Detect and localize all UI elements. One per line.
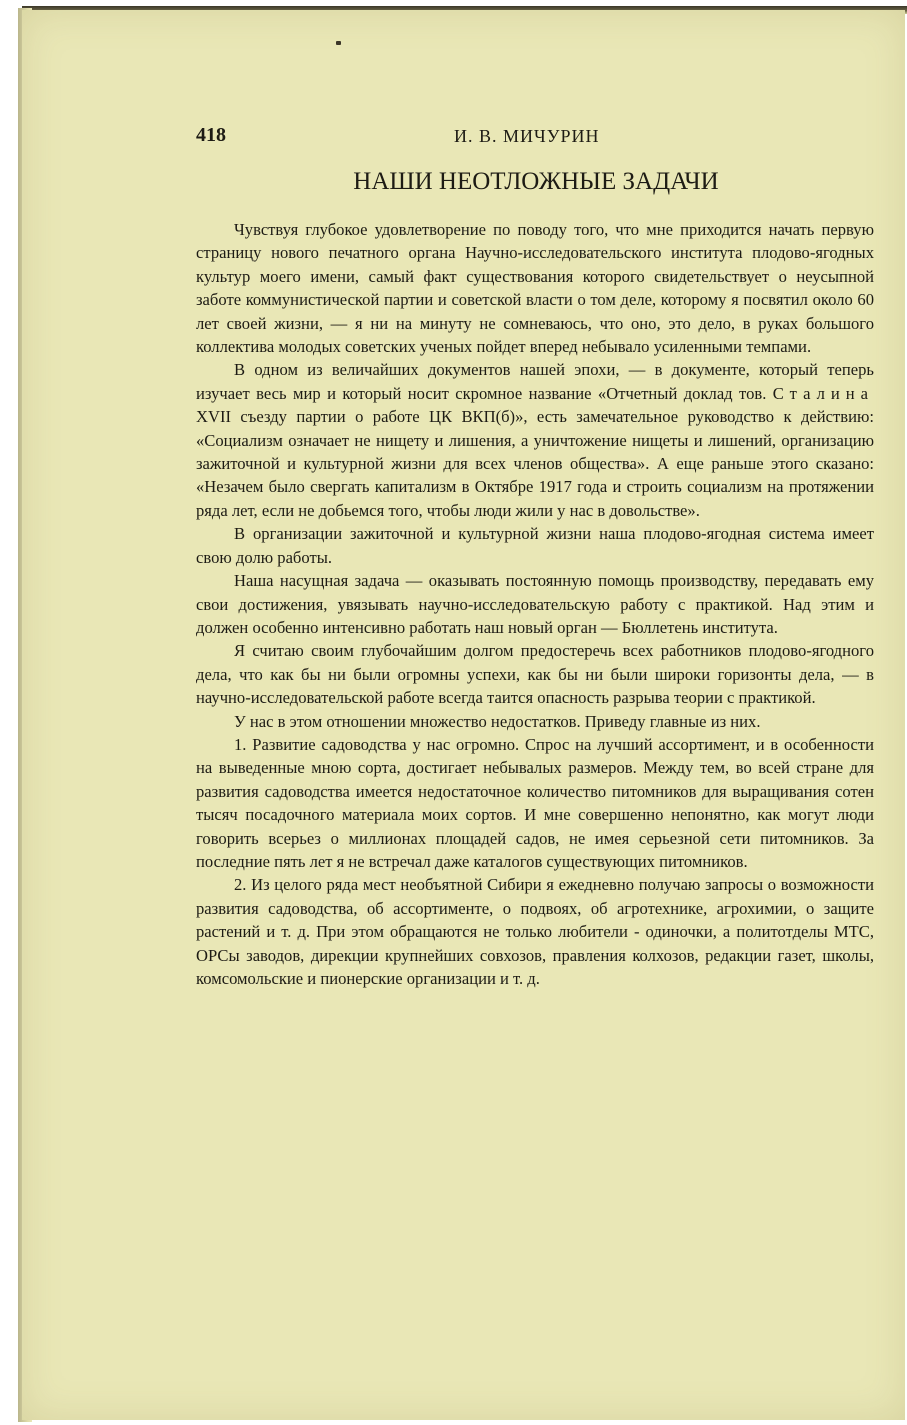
article-title: НАШИ НЕОТЛОЖНЫЕ ЗАДАЧИ: [353, 168, 719, 195]
paragraph-1: Чувствуя глубокое удовлетворение по поводу того, что мне приходится начать первую страницу нового печатного органа Научно-исследовательского института плодово-ягодных культур моего имени, самый факт существования которого свидетельствует о неусыпной заботе коммунистической партии и советской власти о том деле, которому я посвятил около 60 лет своей жизни, — я ни на минуту не сомневаюсь, что оно, это дело, в руках большого коллектива молодых советских ученых пойдет вперед небывало усиленными темпами.: [196, 220, 874, 357]
paragraph-6: У нас в этом отношении множество недостатков. Приведу главные из них.: [234, 711, 761, 731]
paragraph-2: [196, 358, 874, 522]
paragraph-7: 1. Развитие садоводства у нас огромно. Спрос на лучший ассортимент, и в особенности на выведенные мною сорта, достигает небывалых размеров. Между тем, во всей стране для развития садоводства имеется недостаточное количество питомников для выращивания сотен тысяч посадочного материала моих сортов. И мне совершенно непонятно, как могут люди говорить всерьез о миллионах площадей садов, не имея серьезной сети питомников. За последние пять лет я не встречал даже каталогов существующих питомников.: [196, 734, 874, 871]
page-number: 418: [196, 124, 226, 146]
paragraph-8: 2. Из целого ряда мест необъятной Сибири я ежедневно получаю запросы о возможности развития садоводства, об ассортименте, о подвоях, об агротехнике, агрохимии, о защите растений и т. д. При этом обращаются не только любители - одиночки, а политотделы МТС, ОРСы заводов, дирекции крупнейших совхозов, правления колхозов, редакции газет, школы, комсомольские и пионерские организации и т. д.: [196, 875, 874, 988]
paragraph-2-start: В одном из величайших документов нашей эпохи, — в документе, который теперь изучает весь мир и который носит скромное название «Отчетный доклад тов.: [196, 360, 874, 403]
paragraph-2-end: XVII съезду партии о работе ЦК ВКП(б)», есть замечательное руководство к действию: «Социализм означает не нищету и лишения, а уничтожение нищеты и лишений, организацию зажиточной и культурной жизни для всех членов общества». А еще раньше этого сказано: «Незачем было свергать капитализм в Октябре 1917 года и строить социализм на протяжении ряда лет, если не добьемся того, чтобы люди жили у нас в довольстве».: [196, 407, 874, 520]
paragraph-4: Наша насущная задача — оказывать постоянную помощь производству, передавать ему свои достижения, увязывать научно-исследовательскую работу с практикой. Над этим и должен особенно интенсивно работать наш новый орган — Бюллетень института.: [196, 571, 874, 637]
spaced-name: Сталина: [772, 383, 874, 403]
article-body: [196, 218, 874, 990]
running-author: И. В. МИЧУРИН: [454, 126, 600, 146]
running-head: [196, 124, 756, 150]
paragraph-3: В организации зажиточной и культурной жизни наша плодово-ягодная система имеет свою долю работы.: [196, 524, 874, 567]
paragraph-5: Я считаю своим глубочайшим долгом предостеречь всех работников плодово-ягодного дела, что как бы ни были огромны успехи, как бы ни были широки горизонты дела, — в научно-исследовательской работе всегда таится опасность разрыва теории с практикой.: [196, 641, 874, 708]
print-speck: [336, 41, 341, 45]
